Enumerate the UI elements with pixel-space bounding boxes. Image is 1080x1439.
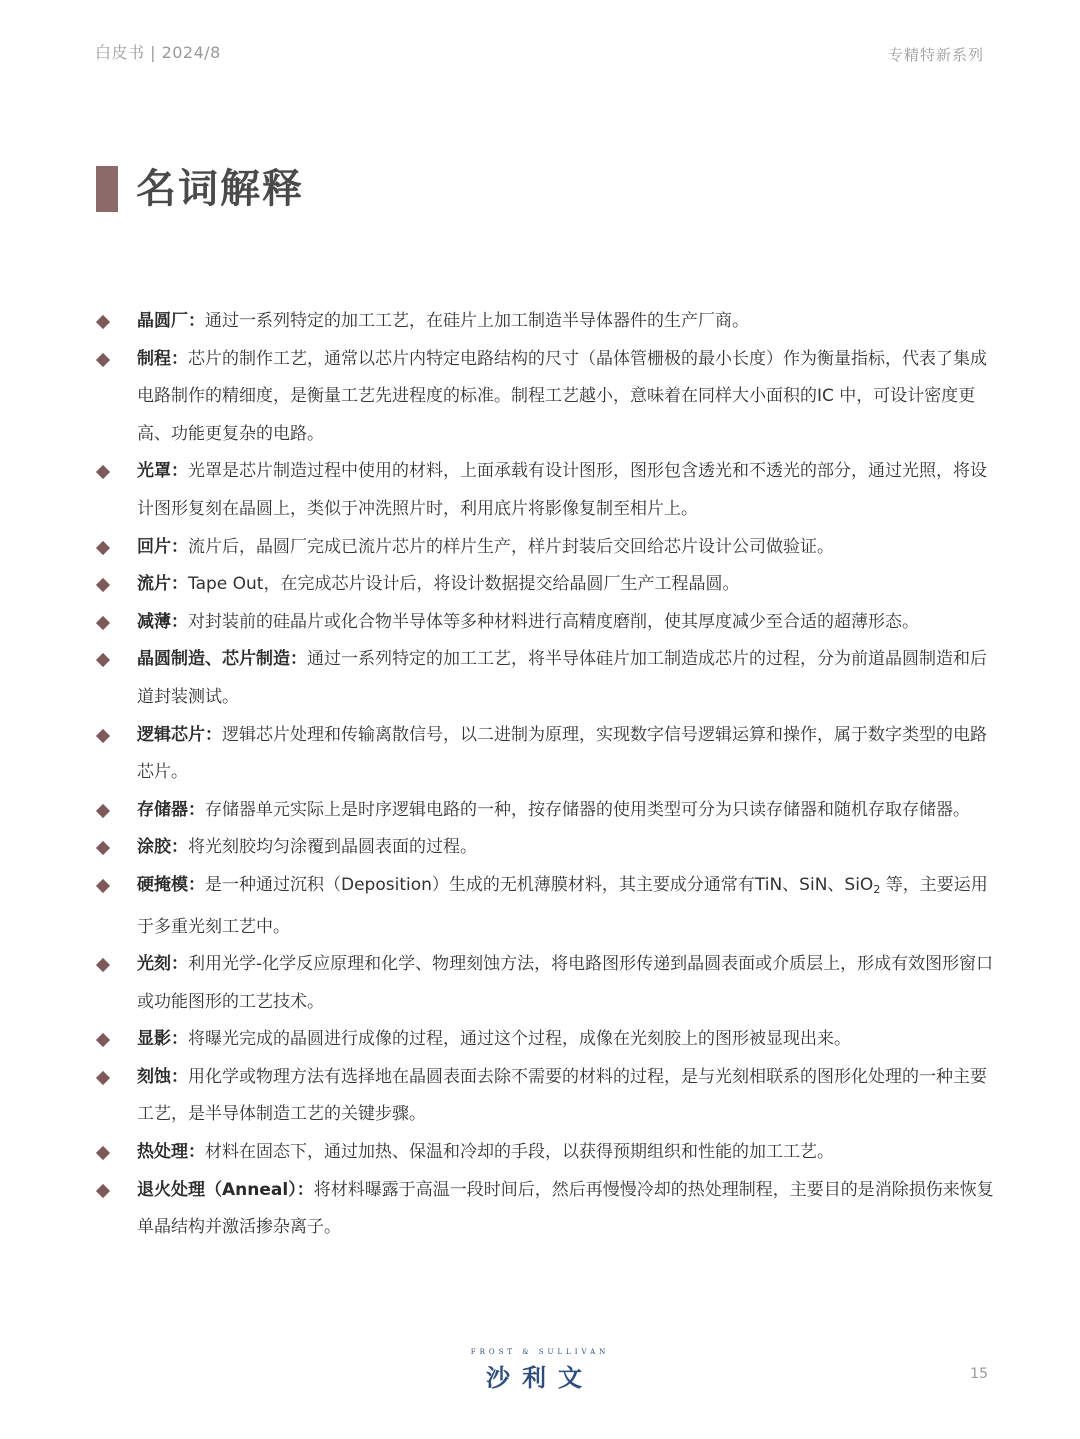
glossary-definition: 将光刻胶均匀涂覆到晶圆表面的过程。: [188, 837, 477, 858]
glossary-definition: 芯片的制作工艺，通常以芯片内特定电路结构的尺寸（晶体管栅极的最小长度）作为衡量指标，代表了集成电路制作的精细度，是衡量工艺先进程度的标准。制程工艺越小，意味着在同样大小面积的IC 中，可设计密度更高、功能更复杂的电路。: [137, 348, 987, 444]
glossary-term: 减薄：: [137, 611, 188, 632]
glossary-term: 逻辑芯片：: [137, 724, 222, 745]
page-title: 名词解释: [136, 166, 304, 212]
diamond-bullet-icon: [96, 540, 110, 554]
glossary-term: 刻蚀：: [137, 1066, 188, 1087]
glossary-item: [96, 566, 996, 604]
glossary-list: [96, 303, 996, 1247]
diamond-bullet-icon: [96, 315, 110, 329]
glossary-term: 晶圆制造、芯片制造：: [137, 649, 307, 670]
glossary-term: 晶圆厂：: [137, 311, 205, 331]
glossary-term: 光罩：: [137, 461, 188, 482]
glossary-definition-tail: 等，主要运用于多重光刻工艺中。: [137, 874, 988, 937]
section-title: [96, 165, 304, 213]
diamond-bullet-icon: [96, 578, 110, 592]
glossary-term: 退火处理（Anneal）：: [137, 1179, 314, 1200]
diamond-bullet-icon: [96, 879, 110, 893]
glossary-definition: 材料在固态下，通过加热、保温和冷却的手段，以获得预期组织和性能的加工工艺。: [205, 1142, 834, 1163]
glossary-term: 制程：: [137, 348, 188, 369]
logo-english: FROST & SULLIVAN: [470, 1348, 610, 1356]
diamond-bullet-icon: [96, 1184, 110, 1198]
glossary-definition: 逻辑芯片处理和传输离散信号，以二进制为原理，实现数字信号逻辑运算和操作，属于数字类型的电路芯片。: [137, 724, 987, 783]
glossary-item: [96, 529, 996, 567]
diamond-bullet-icon: [96, 841, 110, 855]
diamond-bullet-icon: [96, 1071, 110, 1085]
glossary-item: [96, 341, 996, 454]
glossary-definition: 将材料曝露于高温一段时间后，然后再慢慢冷却的热处理制程，主要目的是消除损伤来恢复单晶结构并激活掺杂离子。: [137, 1179, 994, 1238]
glossary-definition: 通过一系列特定的加工工艺，在硅片上加工制造半导体器件的生产厂商。: [205, 311, 749, 331]
glossary-item: [96, 453, 996, 528]
diamond-bullet-icon: [96, 728, 110, 742]
glossary-definition: 光罩是芯片制造过程中使用的材料，上面承载有设计图形，图形包含透光和不透光的部分，通过光照，将设计图形复刻在晶圆上，类似于冲洗照片时，利用底片将影像复制至相片上。: [137, 461, 987, 519]
glossary-item: [96, 792, 996, 830]
glossary-item: [96, 1059, 996, 1134]
diamond-bullet-icon: [96, 353, 110, 367]
glossary-definition: Tape Out，在完成芯片设计后，将设计数据提交给晶圆厂生产工程晶圆。: [188, 574, 740, 595]
glossary-term: 光刻：: [137, 954, 188, 975]
glossary-item: [96, 1021, 996, 1059]
header-doc-label: 白皮书 | 2024/8: [95, 43, 221, 62]
logo-chinese: 沙利文: [486, 1364, 594, 1392]
glossary-term: 硬掩模：: [137, 874, 205, 895]
header-series-label: 专精特新系列: [887, 46, 984, 64]
frost-sullivan-logo: [0, 1348, 1080, 1393]
glossary-term: 热处理：: [137, 1142, 205, 1163]
diamond-bullet-icon: [96, 804, 110, 818]
diamond-bullet-icon: [96, 616, 110, 630]
page-number: 15: [970, 1366, 988, 1382]
title-accent-bar: [96, 166, 118, 212]
glossary-definition: 流片后，晶圆厂完成已流片芯片的样片生产，样片封装后交回给芯片设计公司做验证。: [188, 536, 834, 557]
glossary-term: 涂胶：: [137, 837, 188, 858]
glossary-item: [96, 1172, 996, 1247]
glossary-item: [96, 867, 996, 946]
glossary-term: 回片：: [137, 536, 188, 557]
glossary-item: [96, 1134, 996, 1172]
diamond-bullet-icon: [96, 958, 110, 972]
glossary-definition: 存储器单元实际上是时序逻辑电路的一种，按存储器的使用类型可分为只读存储器和随机存取存储器。: [205, 799, 970, 820]
glossary-item: [96, 641, 996, 716]
subscript: 2: [873, 882, 881, 896]
diamond-bullet-icon: [96, 1146, 110, 1160]
glossary-definition: 将曝光完成的晶圆进行成像的过程，通过这个过程，成像在光刻胶上的图形被显现出来。: [188, 1029, 851, 1050]
glossary-item: [96, 717, 996, 792]
glossary-term: 显影：: [137, 1029, 188, 1050]
glossary-term: 流片：: [137, 574, 188, 595]
glossary-item: [96, 946, 996, 1021]
glossary-definition: 是一种通过沉积（Deposition）生成的无机薄膜材料，其主要成分通常有TiN、SiN、SiO: [205, 874, 874, 895]
glossary-item: [96, 604, 996, 642]
diamond-bullet-icon: [96, 1033, 110, 1047]
glossary-item: [96, 303, 996, 341]
glossary-definition: 对封装前的硅晶片或化合物半导体等多种材料进行高精度磨削，使其厚度减少至合适的超薄形态。: [188, 611, 919, 632]
diamond-bullet-icon: [96, 465, 110, 479]
glossary-definition: 用化学或物理方法有选择地在晶圆表面去除不需要的材料的过程，是与光刻相联系的图形化处理的一种主要工艺，是半导体制造工艺的关键步骤。: [137, 1066, 987, 1125]
glossary-definition: 通过一系列特定的加工工艺，将半导体硅片加工制造成芯片的过程，分为前道晶圆制造和后道封装测试。: [137, 649, 987, 707]
glossary-term: 存储器：: [137, 799, 205, 820]
glossary-definition: 利用光学-化学反应原理和化学、物理刻蚀方法，将电路图形传递到晶圆表面或介质层上，形成有效图形窗口或功能图形的工艺技术。: [137, 954, 994, 1012]
glossary-item: [96, 829, 996, 867]
diamond-bullet-icon: [96, 653, 110, 667]
